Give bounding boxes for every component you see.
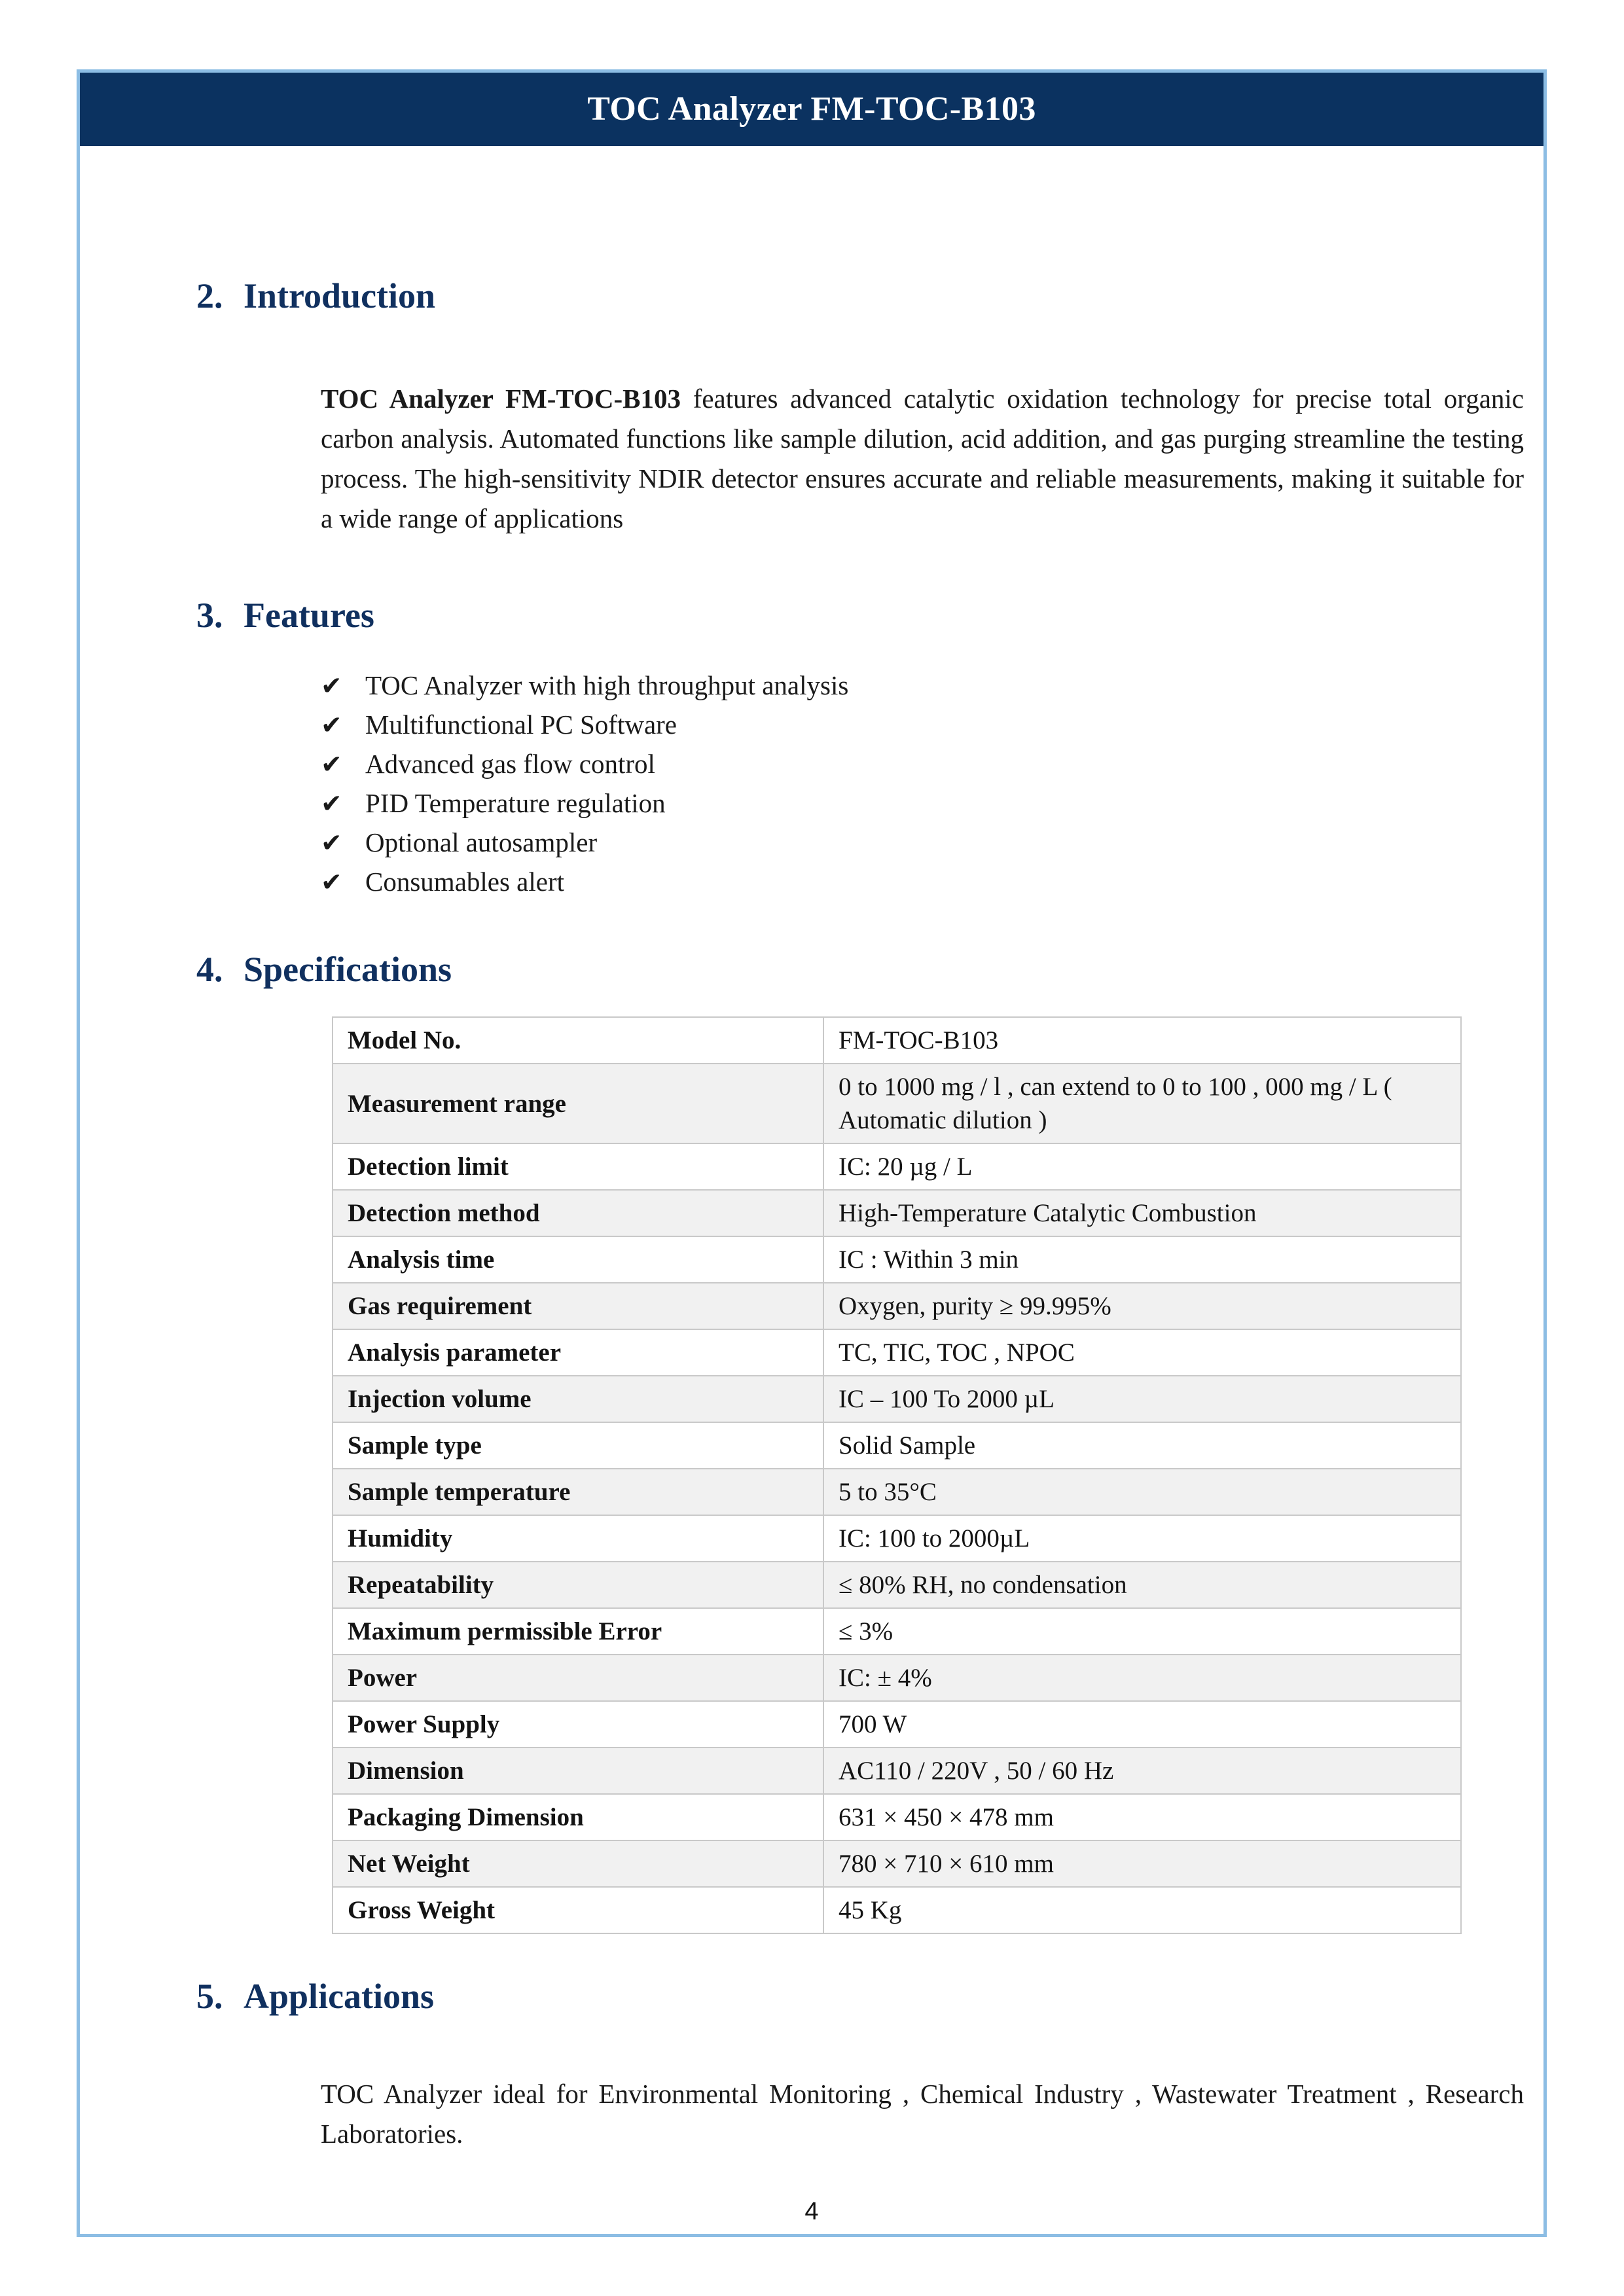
spec-label: Maximum permissible Error <box>333 1608 823 1655</box>
table-row <box>333 1329 1461 1376</box>
table-row <box>333 1017 1461 1064</box>
section-heading-applications <box>196 1979 434 2014</box>
spec-value: IC – 100 To 2000 µL <box>823 1376 1461 1422</box>
table-row <box>333 1236 1461 1283</box>
spec-value: 45 Kg <box>823 1887 1461 1933</box>
list-item <box>321 745 1368 784</box>
feature-label: Optional autosampler <box>365 827 598 857</box>
section-title-applications: Applications <box>244 1977 435 2016</box>
document-title: TOC Analyzer FM-TOC-B103 <box>587 90 1036 128</box>
spec-label: Net Weight <box>333 1840 823 1887</box>
spec-label: Model No. <box>333 1017 823 1064</box>
spec-value: Solid Sample <box>823 1422 1461 1469</box>
spec-value: IC: ± 4% <box>823 1655 1461 1701</box>
check-mark-icon: ✔ <box>321 869 342 897</box>
spec-value: ≤ 3% <box>823 1608 1461 1655</box>
section-title-introduction: Introduction <box>244 276 436 315</box>
check-mark-icon: ✔ <box>321 829 342 857</box>
page-content <box>80 146 1543 2234</box>
spec-value: IC: 20 µg / L <box>823 1143 1461 1190</box>
section-heading-features <box>196 598 374 633</box>
section-number-introduction: 2. <box>196 276 223 315</box>
introduction-lead-phrase: TOC Analyzer FM-TOC-B103 <box>321 384 681 414</box>
document-header-band <box>80 73 1543 146</box>
applications-paragraph: TOC Analyzer ideal for Environmental Monitoring , Chemical Industry , Wastewater Treatment , Research Laboratories. <box>321 2079 1524 2149</box>
spec-label: Analysis parameter <box>333 1329 823 1376</box>
spec-value: High-Temperature Catalytic Combustion <box>823 1190 1461 1236</box>
section-heading-introduction <box>196 278 435 314</box>
spec-label: Sample type <box>333 1422 823 1469</box>
table-row <box>333 1376 1461 1422</box>
table-row <box>333 1064 1461 1143</box>
section-title-features: Features <box>244 596 374 635</box>
spec-label: Dimension <box>333 1748 823 1794</box>
check-mark-icon: ✔ <box>321 711 342 740</box>
page-number-footer: 4 <box>804 2198 819 2225</box>
spec-label: Injection volume <box>333 1376 823 1422</box>
list-item <box>321 823 1368 863</box>
features-list <box>321 666 1368 902</box>
spec-label: Power <box>333 1655 823 1701</box>
spec-label: Power Supply <box>333 1701 823 1748</box>
table-row <box>333 1190 1461 1236</box>
check-mark-icon: ✔ <box>321 751 342 779</box>
list-item <box>321 863 1368 902</box>
spec-value: 780 × 710 × 610 mm <box>823 1840 1461 1887</box>
table-row <box>333 1469 1461 1515</box>
feature-label: Consumables alert <box>365 867 565 897</box>
spec-label: Humidity <box>333 1515 823 1562</box>
spec-value: 0 to 1000 mg / l , can extend to 0 to 100 , 000 mg / L ( Automatic dilution ) <box>823 1064 1461 1143</box>
check-mark-icon: ✔ <box>321 672 342 700</box>
spec-value: TC, TIC, TOC , NPOC <box>823 1329 1461 1376</box>
page-border-frame <box>77 69 1547 2237</box>
spec-label: Detection limit <box>333 1143 823 1190</box>
spec-value: 5 to 35°C <box>823 1469 1461 1515</box>
spec-value: ≤ 80% RH, no condensation <box>823 1562 1461 1608</box>
introduction-body-text: features advanced catalytic oxidation technology for precise total organic carbon analysis. Automated functions like sample dilution, acid addition, and gas purging streamline the testing process. The high-sensitivity NDIR detector ensures accurate and reliable measurements, making it suitable for a wide range of applications <box>321 384 1524 533</box>
spec-label: Measurement range <box>333 1064 823 1143</box>
table-row <box>333 1655 1461 1701</box>
table-row <box>333 1515 1461 1562</box>
check-mark-icon: ✔ <box>321 790 342 818</box>
spec-value: IC: 100 to 2000µL <box>823 1515 1461 1562</box>
list-item <box>321 706 1368 745</box>
spec-label: Detection method <box>333 1190 823 1236</box>
table-row <box>333 1840 1461 1887</box>
spec-value: 631 × 450 × 478 mm <box>823 1794 1461 1840</box>
specifications-table-container <box>332 1016 1462 1934</box>
feature-label: TOC Analyzer with high throughput analysis <box>365 670 849 700</box>
spec-label: Packaging Dimension <box>333 1794 823 1840</box>
specifications-table <box>332 1016 1462 1934</box>
spec-value: AC110 / 220V , 50 / 60 Hz <box>823 1748 1461 1794</box>
spec-label: Sample temperature <box>333 1469 823 1515</box>
table-row <box>333 1794 1461 1840</box>
section-number-features: 3. <box>196 596 223 635</box>
table-row <box>333 1422 1461 1469</box>
spec-label: Gross Weight <box>333 1887 823 1933</box>
feature-label: Advanced gas flow control <box>365 749 655 779</box>
section-number-applications: 5. <box>196 1977 223 2016</box>
spec-label: Analysis time <box>333 1236 823 1283</box>
spec-value: 700 W <box>823 1701 1461 1748</box>
table-row <box>333 1701 1461 1748</box>
section-title-specifications: Specifications <box>244 950 452 989</box>
table-row <box>333 1748 1461 1794</box>
spec-value: IC : Within 3 min <box>823 1236 1461 1283</box>
spec-value: FM-TOC-B103 <box>823 1017 1461 1064</box>
feature-label: Multifunctional PC Software <box>365 709 677 740</box>
spec-value: Oxygen, purity ≥ 99.995% <box>823 1283 1461 1329</box>
table-row <box>333 1562 1461 1608</box>
table-row <box>333 1608 1461 1655</box>
spec-label: Repeatability <box>333 1562 823 1608</box>
introduction-paragraph <box>321 379 1524 539</box>
table-row <box>333 1143 1461 1190</box>
feature-label: PID Temperature regulation <box>365 788 666 818</box>
section-heading-specifications <box>196 952 452 987</box>
spec-label: Gas requirement <box>333 1283 823 1329</box>
table-row <box>333 1283 1461 1329</box>
section-number-specifications: 4. <box>196 950 223 989</box>
list-item <box>321 784 1368 823</box>
table-row <box>333 1887 1461 1933</box>
list-item <box>321 666 1368 706</box>
specifications-table-body <box>333 1017 1461 1933</box>
